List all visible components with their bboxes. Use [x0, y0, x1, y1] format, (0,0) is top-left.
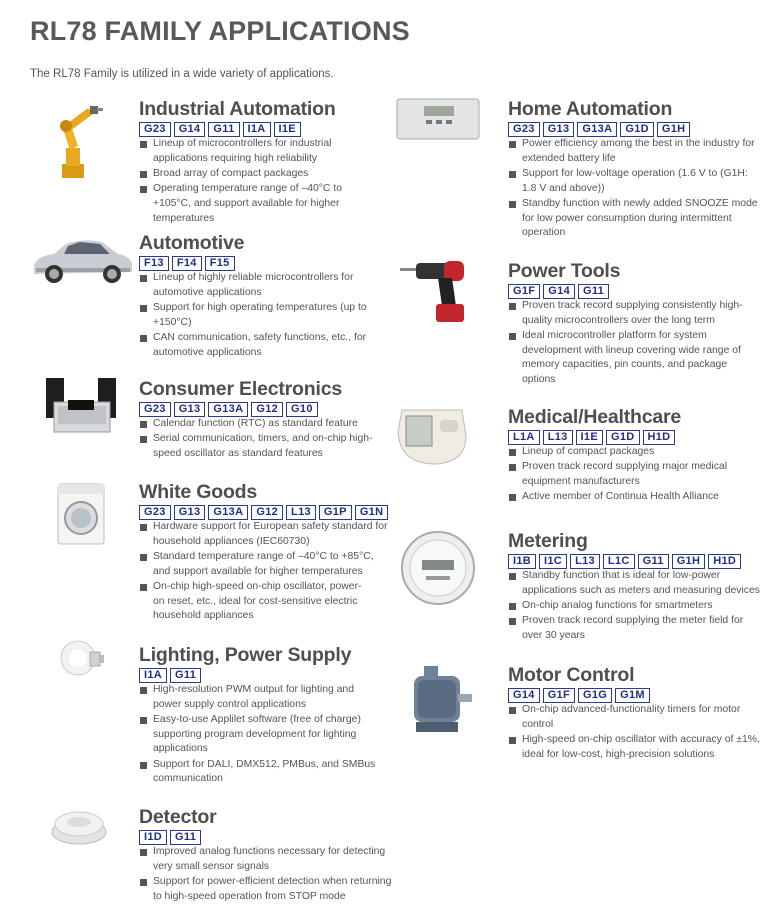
product-badge: G13 — [174, 402, 206, 417]
product-badge: I1E — [274, 122, 301, 137]
bullet-item: Improved analog functions necessary for detecting very small sensor signals — [139, 845, 388, 875]
bullet-item: Proven track record supplying the meter field for over 30 years — [508, 614, 757, 644]
page-title: RL78 FAMILY APPLICATIONS — [30, 16, 410, 46]
product-badge: G13A — [208, 505, 248, 520]
bullet-item: Hardware support for European safety standard for household appliances (IEC60730) — [139, 520, 388, 550]
section-title: Medical/Healthcare — [508, 406, 682, 428]
bullet-item: Support for DALI, DMX512, PMBus, and SMBus communication — [139, 758, 383, 788]
car-icon — [30, 228, 134, 288]
product-badge: L1C — [603, 554, 635, 569]
bullet-item: Lineup of microcontrollers for industrial applications requiring high reliability — [139, 137, 343, 167]
product-badge: G23 — [139, 505, 171, 520]
section-power-tools — [508, 260, 758, 388]
bullet-item: Lineup of compact packages — [508, 445, 758, 460]
bullet-item: Standby function that is ideal for low-power applications such as meters and measuring devices — [508, 569, 767, 599]
product-badges — [139, 505, 389, 520]
product-badge: G14 — [174, 122, 206, 137]
bullet-list — [139, 845, 392, 904]
bullet-item: Calendar function (RTC) as standard feature — [139, 417, 389, 432]
section-title: White Goods — [139, 481, 258, 503]
led-bulb-icon — [56, 636, 106, 684]
bullet-list — [508, 299, 758, 388]
product-badge: G11 — [638, 554, 669, 569]
product-badge: I1C — [539, 554, 567, 569]
product-badge: I1A — [243, 122, 271, 137]
bullet-item: Serial communication, timers, and on-chip high-speed oscillator as standard features — [139, 432, 378, 462]
section-metering — [508, 530, 768, 644]
product-badge: G11 — [578, 284, 609, 299]
product-badges — [139, 668, 389, 683]
bullet-item: Active member of Continua Health Alliance — [508, 490, 758, 505]
product-badge: H1D — [643, 430, 676, 445]
bullet-list — [139, 271, 389, 360]
product-badge: G10 — [286, 402, 318, 417]
product-badge: G13A — [208, 402, 248, 417]
section-lighting-power-supply — [139, 644, 389, 787]
product-badge: G13 — [543, 122, 575, 137]
bullet-item: Lineup of highly reliable microcontrollers for automotive applications — [139, 271, 363, 301]
product-badge: G1M — [615, 688, 650, 703]
section-title: Detector — [139, 806, 217, 828]
section-title: Motor Control — [508, 664, 635, 686]
product-badges — [139, 830, 389, 845]
product-badge: G14 — [543, 284, 575, 299]
bullet-item: On-chip analog functions for smartmeters — [508, 599, 768, 614]
section-title: Power Tools — [508, 260, 621, 282]
drill-icon — [398, 258, 476, 324]
section-title: Automotive — [139, 232, 245, 254]
section-detector — [139, 806, 392, 905]
section-title: Lighting, Power Supply — [139, 644, 352, 666]
product-badge: L13 — [543, 430, 573, 445]
bullet-list — [508, 703, 758, 762]
bullet-list — [139, 137, 389, 226]
section-title: Industrial Automation — [139, 98, 336, 120]
product-badge: I1D — [139, 830, 167, 845]
bullet-item: High-speed on-chip oscillator with accuracy of ±1%, ideal for low-cost, high-precision solutions — [508, 733, 762, 763]
bullet-item: Proven track record supplying consistently high-quality microcontrollers over the long term — [508, 299, 750, 329]
electric-motor-icon — [404, 662, 476, 738]
product-badge: G11 — [170, 668, 201, 683]
product-badge: L13 — [570, 554, 600, 569]
section-title: Home Automation — [508, 98, 673, 120]
product-badges — [508, 284, 758, 299]
product-badges — [508, 688, 758, 703]
product-badge: G23 — [508, 122, 540, 137]
product-badge: H1D — [708, 554, 741, 569]
robot-arm-icon — [48, 98, 108, 180]
product-badges — [139, 402, 389, 417]
bullet-item: Easy-to-use Applilet software (free of charge) supporting program development for lighting applications — [139, 713, 368, 757]
section-consumer-electronics — [139, 378, 389, 462]
product-badge: G11 — [170, 830, 201, 845]
section-medical-healthcare — [508, 406, 758, 505]
product-badge: I1B — [508, 554, 536, 569]
bullet-item: Support for high operating temperatures (up to +150°C) — [139, 301, 371, 331]
product-badge: G14 — [508, 688, 540, 703]
product-badges — [508, 122, 758, 137]
bullet-item: On-chip advanced-functionality timers for motor control — [508, 703, 752, 733]
blood-pressure-monitor-icon — [396, 402, 470, 468]
product-badge: G1F — [508, 284, 540, 299]
section-title: Consumer Electronics — [139, 378, 342, 400]
bullet-list — [508, 569, 768, 644]
product-badge: I1A — [139, 668, 167, 683]
bullet-item: Proven track record supplying major medical equipment manufacturers — [508, 460, 762, 490]
bullet-list — [508, 137, 758, 241]
bullet-item: High-resolution PWM output for lighting and power supply control applications — [139, 683, 368, 713]
bullet-item: Operating temperature range of –40°C to +105°C, and support available for higher temperatures — [139, 182, 378, 226]
smoke-detector-icon — [50, 806, 108, 846]
product-badges — [508, 430, 758, 445]
bullet-item: On-chip high-speed on-chip oscillator, power-on reset, etc., ideal for cost-sensitive electric household appliances — [139, 580, 368, 624]
electric-meter-icon — [400, 530, 476, 606]
section-automotive — [139, 232, 389, 361]
product-badge: F14 — [172, 256, 202, 271]
product-badge: G1F — [543, 688, 575, 703]
section-industrial-automation — [139, 98, 389, 227]
bullet-list — [139, 683, 389, 787]
product-badge: G1D — [606, 430, 640, 445]
product-badges — [139, 122, 389, 137]
product-badge: F13 — [139, 256, 169, 271]
product-badge: G11 — [208, 122, 239, 137]
bullet-list — [139, 520, 389, 624]
thermostat-icon — [396, 98, 480, 140]
product-badge: G1H — [657, 122, 691, 137]
section-title: Metering — [508, 530, 588, 552]
bullet-item: Power efficiency among the best in the industry for extended battery life — [508, 137, 762, 167]
bullet-item: Standby function with newly added SNOOZE mode for low power consumption during intermittent operation — [508, 197, 762, 241]
product-badge: G23 — [139, 402, 171, 417]
product-badge: G13 — [174, 505, 206, 520]
product-badge: G1N — [355, 505, 389, 520]
bullet-item: Standard temperature range of –40°C to +85°C, and support available for higher temperatures — [139, 550, 383, 580]
product-badge: G1D — [620, 122, 654, 137]
bullet-list — [508, 445, 758, 505]
bullet-item: Ideal microcontroller platform for system development with lineup covering wide range of memory capacities, pin counts, and package options — [508, 329, 744, 388]
product-badges — [508, 554, 768, 569]
washing-machine-icon — [56, 482, 106, 546]
intro-text: The RL78 Family is utilized in a wide variety of applications. — [30, 68, 334, 80]
product-badge: G1P — [319, 505, 352, 520]
product-badge: L13 — [286, 505, 316, 520]
product-badge: G1G — [578, 688, 612, 703]
section-home-automation — [508, 98, 758, 241]
product-badge: G12 — [251, 402, 283, 417]
product-badge: F15 — [205, 256, 235, 271]
section-motor-control — [508, 664, 758, 763]
product-badge: G12 — [251, 505, 283, 520]
section-white-goods — [139, 481, 389, 624]
product-badge: G1H — [672, 554, 706, 569]
bullet-list — [139, 417, 389, 462]
bullet-item: Support for low-voltage operation (1.6 V to (G1H: 1.8 V and above)) — [508, 167, 762, 197]
product-badge: L1A — [508, 430, 540, 445]
bullet-item: Broad array of compact packages — [139, 167, 389, 182]
product-badge: G13A — [577, 122, 617, 137]
product-badge: G23 — [139, 122, 171, 137]
bullet-item: CAN communication, safety functions, etc., for automotive applications — [139, 331, 373, 361]
speakers-icon — [42, 376, 130, 438]
bullet-item: Support for power-efficient detection when returning to high-speed operation from STOP mode — [139, 875, 393, 905]
product-badge: I1E — [576, 430, 603, 445]
product-badges — [139, 256, 389, 271]
